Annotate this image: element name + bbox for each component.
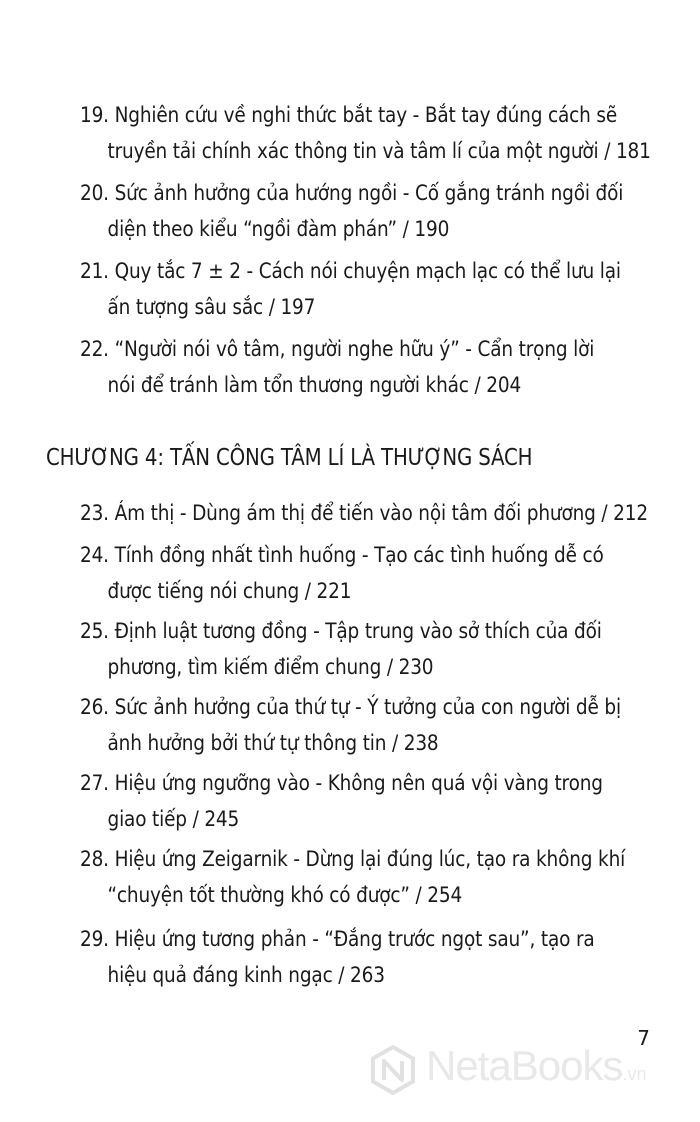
toc-entry-20 <box>80 176 624 248</box>
watermark-brand-name: NetaBooks <box>426 1042 623 1089</box>
toc-entry-24 <box>80 538 604 610</box>
page-number: 7 <box>637 1026 650 1050</box>
toc-entry-line: ấn tượng sâu sắc / 197 <box>107 295 316 320</box>
toc-entry-line: 26. Sức ảnh hưởng của thứ tự - Ý tưởng của con người dễ bị <box>80 695 621 720</box>
toc-entry-line: ảnh hưởng bởi thứ tự thông tin / 238 <box>107 731 439 756</box>
toc-entry-line: 27. Hiệu ứng ngưỡng vào - Không nên quá vội vàng trong <box>80 771 603 796</box>
toc-entry-19 <box>80 98 651 170</box>
toc-entry-27 <box>80 766 603 838</box>
toc-entry-line: diện theo kiểu “ngồi đàm phán” / 190 <box>107 217 450 242</box>
toc-entry-line: 20. Sức ảnh hưởng của hướng ngồi - Cố gắng tránh ngồi đối <box>80 181 624 206</box>
toc-entry-line: “chuyện tốt thường khó có được” / 254 <box>107 883 463 908</box>
toc-entry-line: 22. “Người nói vô tâm, người nghe hữu ý” - Cẩn trọng lời <box>80 337 595 362</box>
toc-entry-line: nói để tránh làm tổn thương người khác / 204 <box>107 373 522 398</box>
toc-entry-line: 19. Nghiên cứu về nghi thức bắt tay - Bắt tay đúng cách sẽ <box>80 103 618 128</box>
toc-entry-line: 28. Hiệu ứng Zeigarnik - Dừng lại đúng lúc, tạo ra không khí <box>80 847 626 872</box>
toc-entry-23 <box>80 496 648 532</box>
watermark <box>368 1044 668 1096</box>
toc-entry-line: truyền tải chính xác thông tin và tâm lí của một người / 181 <box>107 139 651 164</box>
toc-entry-line: phương, tìm kiếm điểm chung / 230 <box>107 655 434 680</box>
toc-entry-line: 23. Ám thị - Dùng ám thị để tiến vào nội tâm đối phương / 212 <box>80 501 648 526</box>
netabooks-logo-icon <box>368 1045 418 1095</box>
toc-entry-line: hiệu quả đáng kinh ngạc / 263 <box>107 963 385 988</box>
toc-entry-28 <box>80 842 626 914</box>
toc-entry-line: 21. Quy tắc 7 ± 2 - Cách nói chuyện mạch lạc có thể lưu lại <box>80 259 621 284</box>
toc-entry-26 <box>80 690 621 762</box>
watermark-brand-tld: .vn <box>622 1064 647 1084</box>
toc-entry-21 <box>80 254 621 326</box>
toc-entry-line: được tiếng nói chung / 221 <box>107 579 352 604</box>
toc-entry-25 <box>80 614 602 686</box>
toc-entry-29 <box>80 922 595 994</box>
chapter-heading: CHƯƠNG 4: TẤN CÔNG TÂM LÍ LÀ THƯỢNG SÁCH <box>46 445 533 471</box>
toc-entry-line: 24. Tính đồng nhất tình huống - Tạo các tình huống dễ có <box>80 543 604 568</box>
toc-entry-line: giao tiếp / 245 <box>107 807 240 832</box>
watermark-brand <box>426 1041 646 1099</box>
toc-entry-line: 29. Hiệu ứng tương phản - “Đắng trước ngọt sau”, tạo ra <box>80 927 595 952</box>
toc-entry-22 <box>80 332 595 404</box>
toc-entry-line: 25. Định luật tương đồng - Tập trung vào sở thích của đối <box>80 619 602 644</box>
